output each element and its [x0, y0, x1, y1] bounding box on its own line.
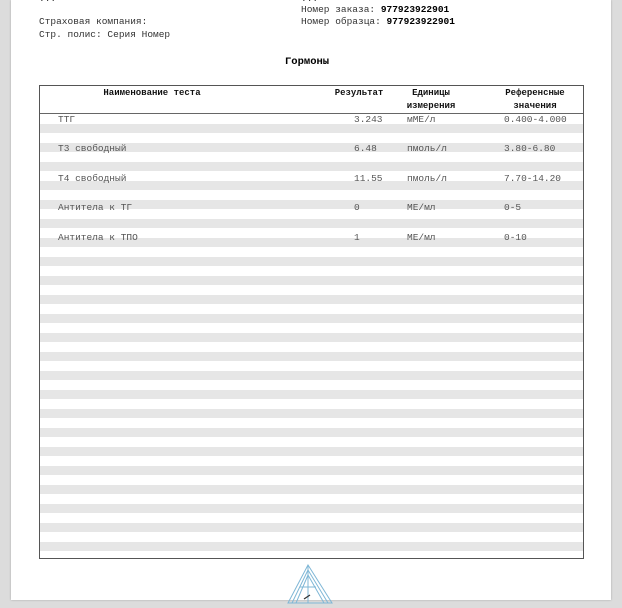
col-result-header: Результат: [334, 88, 384, 98]
table-row: [40, 114, 583, 126]
table-row: [40, 173, 583, 185]
test-result: 3.243: [354, 114, 383, 125]
col-ref-header-line1: Референсные: [505, 88, 565, 98]
order-number: 977923922901: [380, 4, 450, 15]
col-name-header: Наименование теста: [103, 88, 201, 98]
sample-number: 977923922901: [386, 16, 455, 27]
report-page: [11, 0, 611, 600]
lab-logo: [286, 563, 336, 608]
test-name: Т4 свободный: [58, 173, 127, 184]
header-left-cut: [39, 0, 56, 4]
test-name: Антитела к ТГ: [58, 202, 133, 213]
table-header: [40, 86, 583, 114]
test-ref: 7.70-14.20: [504, 173, 562, 184]
test-ref: 0-5: [504, 202, 522, 213]
test-name: ТТГ: [58, 114, 76, 125]
insurance-label: Страховая компания:: [39, 16, 148, 27]
table-row: [40, 232, 583, 244]
section-title: Гормоны: [285, 56, 330, 68]
order-label: Номер заказа:: [301, 4, 376, 15]
results-table: [39, 85, 584, 559]
test-ref: 0.400-4.000: [504, 114, 567, 125]
test-result: 1: [354, 232, 360, 243]
test-name: Т3 свободный: [58, 143, 127, 154]
col-units-header: [398, 87, 464, 113]
col-ref-header: [495, 87, 575, 113]
sample-line: [301, 16, 455, 27]
test-units: мМЕ/л: [407, 114, 436, 125]
test-result: 0: [354, 202, 360, 213]
col-units-header-line2: измерения: [406, 101, 456, 111]
table-row: [40, 202, 583, 214]
test-units: МЕ/мл: [407, 202, 436, 213]
test-name: Антитела к ТПО: [58, 232, 138, 243]
sample-label: Номер образца:: [301, 16, 381, 27]
logo-triangle-icon: [288, 565, 332, 603]
test-units: МЕ/мл: [407, 232, 436, 243]
table-row: [40, 143, 583, 155]
col-units-header-line1: Единицы: [412, 88, 450, 98]
test-result: 6.48: [354, 143, 377, 154]
test-units: пмоль/л: [407, 143, 447, 154]
test-result: 11.55: [354, 173, 383, 184]
test-ref: 0-10: [504, 232, 527, 243]
test-units: пмоль/л: [407, 173, 447, 184]
col-ref-header-line2: значения: [513, 101, 557, 111]
order-line: [301, 4, 449, 15]
test-ref: 3.80-6.80: [504, 143, 556, 154]
policy-label: Стр. полис: Серия Номер: [39, 29, 171, 40]
